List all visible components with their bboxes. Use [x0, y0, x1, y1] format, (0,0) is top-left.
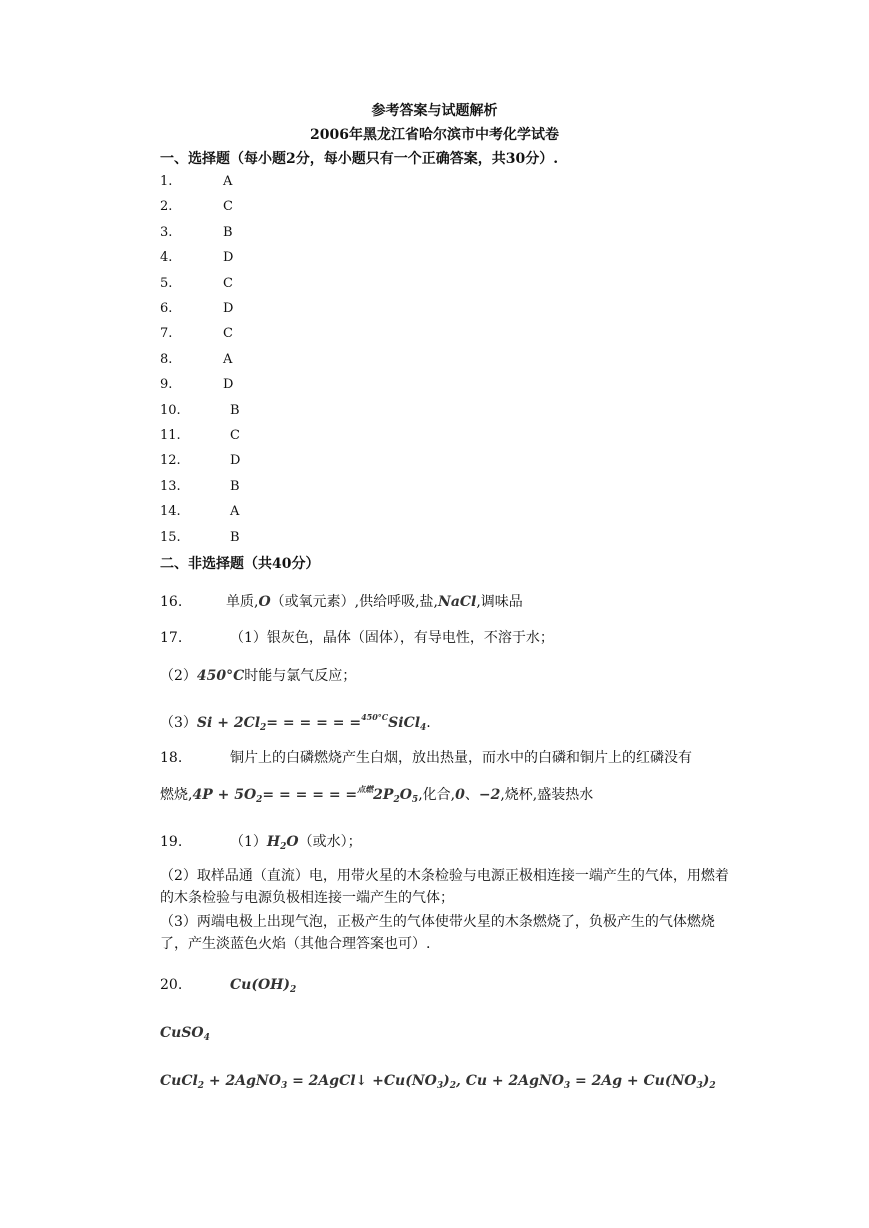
q18-valence-1: 0 [455, 787, 465, 803]
q20-eq-sub5: 3 [563, 1081, 571, 1091]
q20-eq-part2: + 2AgNO [204, 1073, 281, 1089]
q17-part3 [160, 712, 431, 733]
choice-question-number: 4. [160, 250, 173, 266]
choice-answer-letter: A [230, 504, 240, 520]
q20-line1 [160, 977, 296, 995]
q18-eq-sub1: 2 [256, 795, 263, 805]
q20-f1-sub: 2 [290, 985, 297, 995]
q16-number: 16. [160, 594, 183, 610]
q20-eq-sub1: 2 [197, 1081, 205, 1091]
q20-eq-part1: CuCl [160, 1073, 198, 1089]
section-2-heading: 二、非选择题（共40分） [160, 556, 320, 572]
choice-question-number: 1. [160, 174, 173, 189]
choice-question-number: 13. [160, 478, 181, 494]
choice-answer-letter: B [230, 478, 240, 494]
q20-eq-part4: ) [443, 1073, 450, 1089]
q20-eq-sub2: 3 [280, 1081, 288, 1091]
q20-eq-part5: , Cu + 2AgNO [455, 1073, 564, 1089]
q17-eq-condition: 450°C [361, 712, 389, 722]
choice-question-number: 3. [160, 224, 173, 240]
q17-part1-text: （1）银灰色，晶体（固体），有导电性，不溶于水； [230, 630, 554, 646]
choice-question-number: 12. [160, 453, 181, 469]
q20-eq-sub3: 3 [436, 1081, 444, 1091]
q18-eq-sub2: 2 [393, 795, 400, 805]
q17-equation [196, 712, 427, 733]
q17-part3-label: （3） [160, 715, 197, 731]
q18-eq-product2: O [399, 787, 412, 803]
q16-answer [160, 591, 523, 611]
choice-question-number: 7. [160, 326, 173, 342]
q19-h-sub: 2 [280, 842, 287, 852]
q16-text-1: 单质, [226, 594, 259, 610]
document-subtitle: 2006年黑龙江省哈尔滨市中考化学试卷 [310, 127, 559, 143]
q17-eq-sign: = = = = = = [266, 715, 362, 731]
q20-eq-part6: = 2Ag + Cu(NO [570, 1073, 697, 1089]
q18-line2-end: ,烧杯,盛装热水 [500, 787, 594, 803]
q17-eq-end: . [426, 715, 431, 731]
q18-valence-2: −2 [478, 787, 501, 803]
q17-eq-product: SiCl [388, 715, 421, 731]
q18-eq-sub3: 5 [411, 795, 419, 805]
q20-f2-sub: 4 [203, 1033, 210, 1043]
q18-eq-condition: 点燃 [357, 784, 374, 794]
choice-answer-letter: D [223, 301, 234, 316]
q20-line2 [160, 1025, 210, 1043]
choice-question-number: 15. [160, 529, 181, 545]
q18-eq-sign: = = = = = = [262, 787, 358, 803]
q16-nacl-formula: NaCl [438, 594, 477, 610]
choice-question-number: 9. [160, 377, 173, 393]
choice-answer-letter: D [223, 377, 234, 393]
q18-line2 [160, 784, 593, 805]
q19-number: 19. [160, 834, 183, 850]
q18-line1-text: 铜片上的白磷燃烧产生白烟，放出热量，而水中的白磷和铜片上的红磷没有 [230, 750, 692, 766]
choice-answer-letter: B [230, 402, 240, 418]
q20-eq-sub6: 3 [696, 1081, 703, 1091]
choice-answer-letter: C [223, 326, 233, 342]
q18-equation [192, 784, 419, 805]
q20-eq-part7: ) [702, 1073, 710, 1089]
choice-answer-letter: D [223, 250, 234, 266]
q18-eq-product: 2P [373, 787, 394, 803]
section-1-heading: 一、选择题（每小题2分，每小题只有一个正确答案，共30分）. [160, 151, 559, 167]
choice-answer-letter: A [223, 174, 233, 189]
choice-answer-letter: B [230, 529, 240, 545]
choice-answer-letter: C [230, 428, 240, 443]
q18-line2-mid: ,化合, [418, 787, 456, 803]
q17-part1 [160, 627, 554, 647]
q18-eq-reactants: 4P + 5O [192, 787, 257, 803]
q17-temperature: 450°C [196, 668, 245, 684]
choice-question-number: 11. [160, 428, 181, 443]
q18-separator: 、 [464, 787, 479, 803]
q17-part2-label: （2） [160, 668, 197, 684]
q16-text-2: （或氧元素）,供给呼吸,盐, [270, 594, 439, 610]
q20-line3 [160, 1073, 716, 1091]
q20-eq-part3: = 2AgCl↓ +Cu(NO [287, 1073, 437, 1089]
q19-part1-text: （或水）； [298, 834, 362, 850]
choice-answer-letter: A [223, 351, 233, 367]
q18-line1 [160, 747, 692, 767]
choice-question-number: 6. [160, 301, 173, 316]
document-title: 参考答案与试题解析 [371, 103, 498, 119]
choice-answer-letter: B [223, 224, 233, 240]
q19-part3: （3）两端电极上出现气泡，正极产生的气体使带火星的木条燃烧了，负极产生的气体燃烧了，产生淡蓝色火焰（其他合理答案也可）. [160, 914, 715, 952]
q17-eq-sub: 2 [260, 723, 267, 733]
choice-question-number: 10. [160, 402, 181, 418]
q19-part1 [160, 831, 362, 852]
choice-answer-letter: C [223, 199, 233, 215]
q17-part2-text: 时能与氯气反应； [244, 668, 357, 684]
q19-o-symbol: O [286, 834, 299, 850]
q16-oxygen-symbol: O [258, 594, 271, 610]
q17-eq-sub2: 4 [420, 723, 427, 733]
q17-eq-reactants: Si + 2Cl [196, 715, 261, 731]
q20-eq-sub4: 2 [449, 1081, 456, 1091]
q20-number: 20. [160, 977, 183, 993]
q20-formula-1 [230, 977, 296, 993]
q18-line2-prefix: 燃烧, [160, 787, 193, 803]
q16-text-3: ,调味品 [476, 594, 523, 610]
choice-answer-letter: C [223, 275, 233, 291]
q20-eq-sub7: 2 [709, 1081, 716, 1091]
q20-formula-2 [160, 1025, 210, 1041]
q20-f1-text: Cu(OH) [230, 977, 290, 993]
q19-part1-label: （1） [230, 834, 267, 850]
q20-f2-text: CuSO [160, 1025, 204, 1041]
choice-question-number: 8. [160, 351, 173, 367]
q18-number: 18. [160, 750, 183, 766]
q20-equations [160, 1073, 716, 1089]
choice-answer-letter: D [230, 453, 241, 469]
choice-question-number: 5. [160, 275, 173, 291]
q17-number: 17. [160, 630, 183, 646]
q17-part2 [160, 665, 356, 685]
choice-question-number: 2. [160, 199, 173, 215]
choice-question-number: 14. [160, 504, 181, 520]
q19-h-symbol: H [266, 834, 281, 850]
q19-part2: （2）取样品通（直流）电，用带火星的木条检验与电源正极相连接一端产生的气体，用燃着的木条检验与电源负极相连接一端产生的气体； [160, 868, 729, 906]
